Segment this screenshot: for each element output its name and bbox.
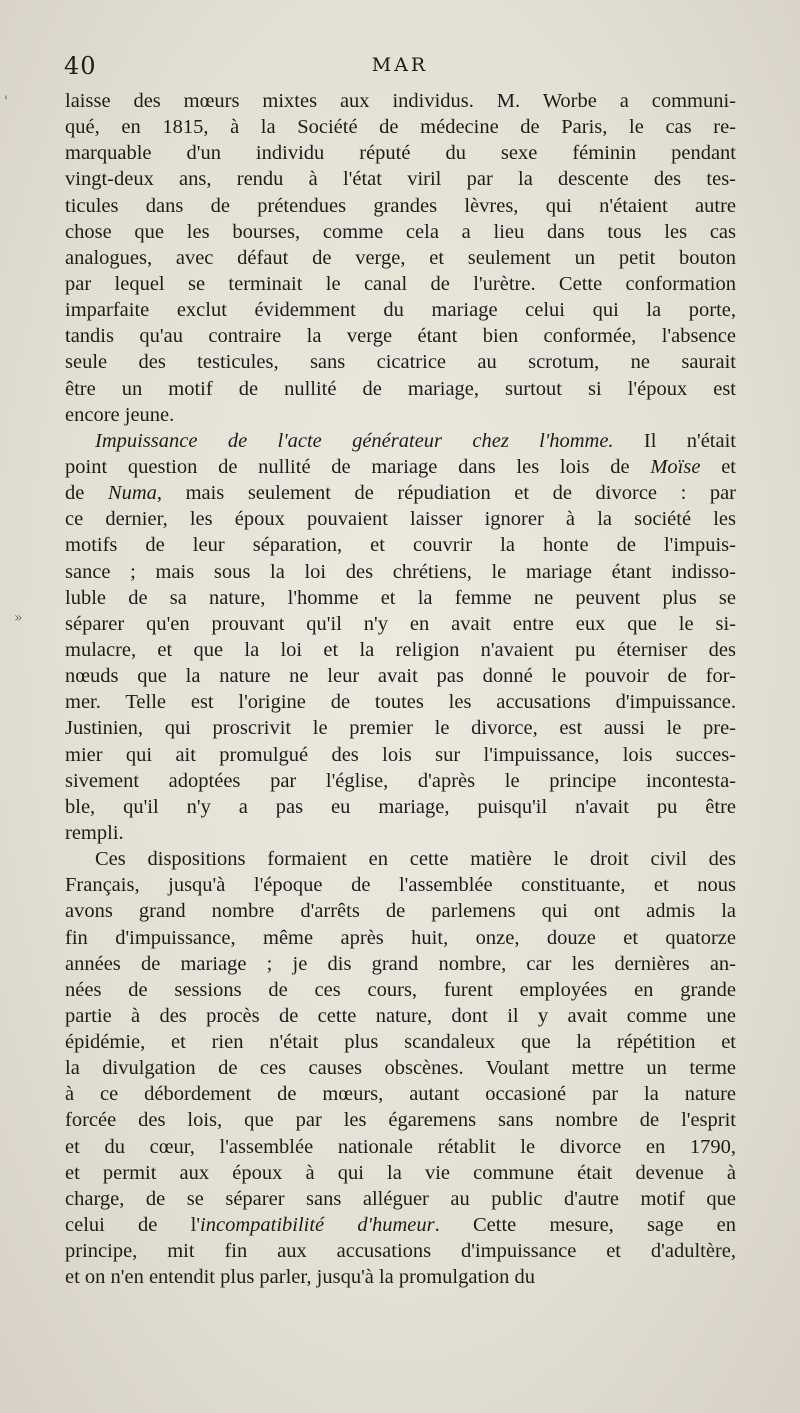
text-line	[65, 898, 736, 924]
text-line	[65, 114, 736, 140]
text-line	[65, 846, 736, 872]
text-line	[65, 376, 736, 402]
text-line	[65, 1212, 736, 1238]
text-run: années de mariage ; je dis grand nombre, car les dernières an-	[65, 952, 736, 975]
text-line	[65, 1029, 736, 1055]
text-line	[65, 480, 736, 506]
text-run: et du cœur, l'assemblée nationale rétablit le divorce en 1790,	[65, 1135, 736, 1158]
text-line	[65, 428, 736, 454]
text-line	[65, 689, 736, 715]
text-run: . Cette mesure, sage en	[434, 1214, 737, 1237]
text-run: tandis qu'au contraire la verge étant bien conformée, l'absence	[65, 325, 736, 348]
text-run: principe, mit fin aux accusations d'impuissance et d'adultère,	[65, 1240, 736, 1263]
text-line	[65, 977, 736, 1003]
text-run: mer. Telle est l'origine de toutes les accusations d'impuissance.	[65, 691, 736, 714]
text-line	[65, 454, 736, 480]
text-line	[65, 585, 736, 611]
text-run: seule des testicules, sans cicatrice au scrotum, ne saurait	[65, 351, 736, 374]
text-run: par lequel se terminait le canal de l'urètre. Cette conformation	[65, 272, 736, 295]
text-run: séparer qu'en prouvant qu'il n'y en avait entre eux que le si-	[65, 612, 736, 635]
text-line	[65, 951, 736, 977]
text-run: mulacre, et que la loi et la religion n'avaient pu éterniser des	[65, 638, 736, 661]
text-line	[65, 663, 736, 689]
paragraph	[65, 88, 736, 428]
text-run: forcée des lois, que par les égaremens sans nombre de l'esprit	[65, 1109, 736, 1132]
text-run: Il n'était	[613, 429, 736, 452]
text-line	[65, 611, 736, 637]
text-line	[65, 166, 736, 192]
text-run: sivement adoptées par l'église, d'après le principe incontesta-	[65, 769, 736, 792]
margin-mark: '	[4, 94, 8, 110]
text-line	[65, 1238, 736, 1264]
text-run: avons grand nombre d'arrêts de parlemens qui ont admis la	[65, 900, 736, 923]
text-line	[65, 506, 736, 532]
text-run: ce dernier, les époux pouvaient laisser ignorer à la société les	[65, 508, 736, 531]
italic-text-run: Numa	[107, 482, 157, 505]
text-run: Français, jusqu'à l'époque de l'assemblée constituante, et nous	[65, 874, 736, 897]
text-line	[65, 349, 736, 375]
text-run: épidémie, et rien n'était plus scandaleux que la répétition et	[65, 1031, 736, 1054]
text-run: de	[65, 482, 108, 505]
text-line	[65, 297, 736, 323]
text-run: luble de sa nature, l'homme et la femme ne peuvent plus se	[65, 586, 736, 609]
text-line	[65, 219, 736, 245]
text-run: celui de l'	[65, 1214, 201, 1237]
text-run: nées de sessions de ces cours, furent employées en grande	[65, 978, 736, 1001]
text-line	[65, 715, 736, 741]
text-run: encore jeune.	[65, 403, 175, 426]
text-run: Justinien, qui proscrivit le premier le divorce, est aussi le pre-	[65, 717, 736, 740]
page-number: 40	[64, 52, 97, 80]
text-line	[65, 820, 736, 846]
text-line	[65, 559, 736, 585]
text-run: nœuds que la nature ne leur avait pas donné le pouvoir de for-	[65, 665, 736, 688]
text-line	[65, 1186, 736, 1212]
body-text	[65, 88, 736, 1290]
text-run: rempli.	[65, 821, 124, 844]
text-line	[65, 794, 736, 820]
text-run: la divulgation de ces causes obscènes. Voulant mettre un terme	[65, 1057, 736, 1080]
text-line	[65, 271, 736, 297]
text-run: ble, qu'il n'y a pas eu mariage, puisqu'il n'avait pu être	[65, 795, 736, 818]
text-line	[65, 1160, 736, 1186]
text-line	[65, 1264, 736, 1290]
text-line	[65, 323, 736, 349]
text-run: ticules dans de prétendues grandes lèvres, qui n'étaient autre	[65, 194, 736, 217]
paragraph	[65, 428, 736, 846]
text-line	[65, 245, 736, 271]
text-run: marquable d'un individu réputé du sexe féminin pendant	[65, 142, 736, 165]
text-run: vingt-deux ans, rendu à l'état viril par la descente des tes-	[65, 168, 736, 191]
text-run: charge, de se séparer sans alléguer au public d'autre motif que	[65, 1187, 736, 1210]
text-run: mier qui ait promulgué des lois sur l'impuissance, lois succes-	[65, 743, 736, 766]
running-head: MAR	[371, 54, 429, 76]
text-line	[65, 140, 736, 166]
text-line	[65, 532, 736, 558]
text-line	[65, 768, 736, 794]
text-line	[65, 1081, 736, 1107]
text-run: sance ; mais sous la loi des chrétiens, le mariage étant indisso-	[65, 560, 736, 583]
text-line	[65, 88, 736, 114]
text-line	[65, 1134, 736, 1160]
text-run: Ces dispositions formaient en cette matière le droit civil des	[95, 848, 736, 871]
text-line	[65, 925, 736, 951]
text-line	[65, 637, 736, 663]
italic-text-run: incompatibilité d'humeur	[200, 1214, 435, 1237]
text-run: laisse des mœurs mixtes aux individus. M. Worbe a communi-	[65, 90, 736, 112]
text-run: être un motif de nullité de mariage, surtout si l'époux est	[65, 377, 736, 400]
text-run: et permit aux époux à qui la vie commune était devenue à	[65, 1161, 736, 1184]
text-line	[65, 1003, 736, 1029]
text-line	[65, 742, 736, 768]
text-line	[65, 402, 736, 428]
text-line	[65, 1107, 736, 1133]
text-run: qué, en 1815, à la Société de médecine de Paris, le cas re-	[65, 116, 736, 139]
text-run: et	[700, 455, 736, 478]
text-run: chose que les bourses, comme cela a lieu dans tous les cas	[65, 220, 736, 243]
text-run: à ce débordement de mœurs, autant occasioné par la nature	[65, 1083, 736, 1106]
text-run: imparfaite exclut évidemment du mariage celui qui la porte,	[65, 299, 736, 322]
italic-text-run: Impuissance de l'acte générateur chez l'homme.	[95, 429, 614, 452]
paragraph	[65, 846, 736, 1290]
text-line	[65, 193, 736, 219]
text-run: partie à des procès de cette nature, dont il y avait comme une	[65, 1004, 736, 1027]
text-run: point question de nullité de mariage dans les lois de	[65, 455, 651, 478]
text-run: et on n'en entendit plus parler, jusqu'à la promulgation du	[65, 1266, 535, 1289]
text-run: motifs de leur séparation, et couvrir la honte de l'impuis-	[65, 534, 736, 557]
page-header	[64, 52, 736, 88]
margin-mark: »	[14, 610, 23, 626]
text-line	[65, 872, 736, 898]
text-line	[65, 1055, 736, 1081]
text-run: analogues, avec défaut de verge, et seulement un petit bouton	[65, 246, 736, 269]
text-run: , mais seulement de répudiation et de divorce : par	[156, 482, 736, 505]
italic-text-run: Moïse	[650, 455, 701, 478]
text-run: fin d'impuissance, même après huit, onze, douze et quatorze	[65, 926, 736, 949]
